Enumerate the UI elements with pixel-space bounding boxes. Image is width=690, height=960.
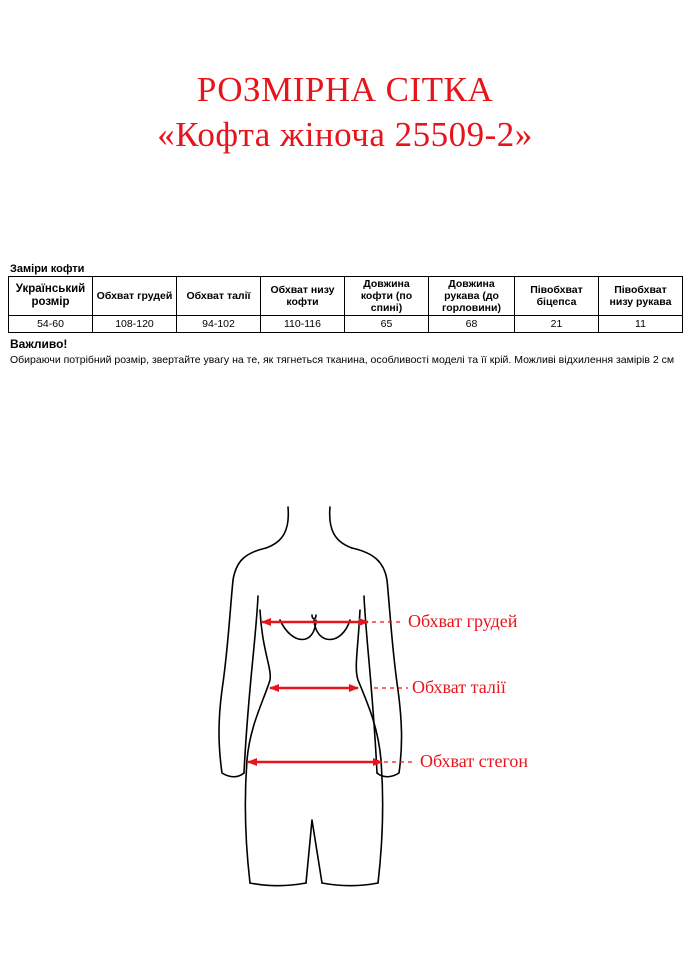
col-length: Довжина кофти (по спині): [345, 277, 429, 316]
page-title: РОЗМІРНА СІТКА: [196, 70, 494, 109]
col-waist: Обхват талії: [177, 277, 261, 316]
table-cell: 65: [345, 316, 429, 333]
section-label: Заміри кофти: [10, 263, 85, 275]
table-cell: 108-120: [93, 316, 177, 333]
col-sleeve-hem: Півобхват низу рукава: [599, 277, 683, 316]
product-title: «Кофта жіноча 25509-2»: [157, 115, 533, 154]
waist-label: Обхват талії: [412, 677, 506, 697]
important-label: Важливо!: [10, 337, 68, 351]
table-cell: 21: [515, 316, 599, 333]
waist-measurement: [270, 677, 506, 697]
col-chest: Обхват грудей: [93, 277, 177, 316]
col-bicep: Півобхват біцепса: [515, 277, 599, 316]
col-hem: Обхват низу кофти: [261, 277, 345, 316]
body-silhouette: [219, 507, 402, 886]
table-cell: 11: [599, 316, 683, 333]
col-ukrainian-size: Український розмір: [9, 277, 93, 316]
chest-label: Обхват грудей: [408, 611, 518, 631]
table-cell: 94-102: [177, 316, 261, 333]
table-cell: 110-116: [261, 316, 345, 333]
table-cell: 68: [429, 316, 515, 333]
col-sleeve-length: Довжина рукава (до горловини): [429, 277, 515, 316]
hips-measurement: [248, 751, 528, 771]
hips-label: Обхват стегон: [420, 751, 529, 771]
important-note: Обираючи потрібний розмір, звертайте увагу на те, як тягнеться тканина, особливості моделі та її крій. Можливі відхилення замірів 2 см: [10, 354, 675, 366]
table-cell: 54-60: [9, 316, 93, 333]
